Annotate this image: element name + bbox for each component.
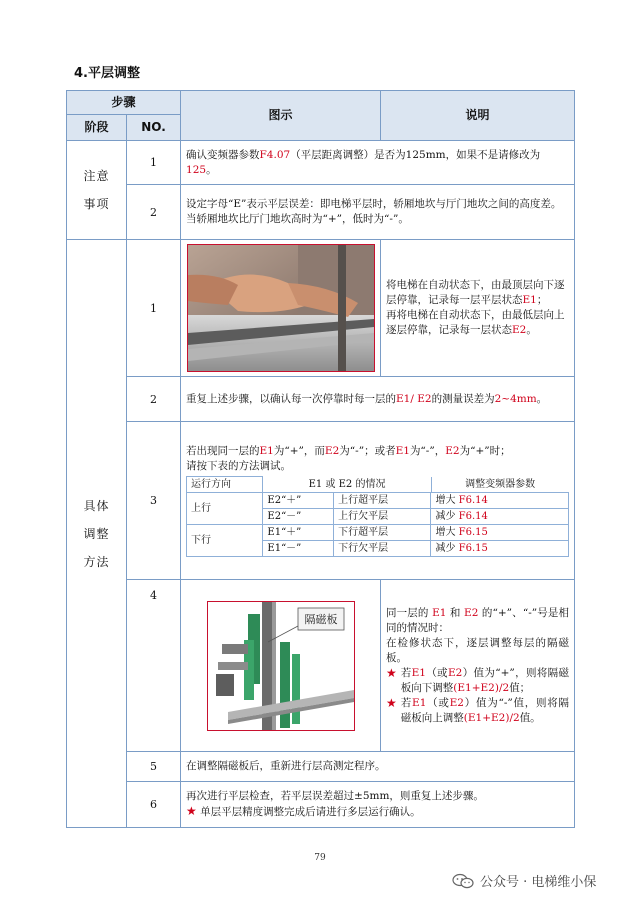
stage-attention-line2: 事项	[83, 197, 110, 211]
step-description: 重复上述步骤，以确认每一次停靠时每一层的E1/ E2的测量误差为2~4mm。	[181, 377, 575, 422]
adjustment-table	[186, 476, 569, 557]
direction-up: 上行	[187, 493, 263, 525]
step-description: 设定字母“E”表示平层误差：即电梯平层时，轿厢地坎与厅门地坎之间的高度差。 当轿厢地坎比厅门地坎高时为“+”，低时为“-”。	[181, 185, 575, 240]
step-description: 若出现同一层的E1为“+”，而E2为“-”；或者E1为“-”，E2为“+”时； 请按下表的方法调试。 运行方向 E1 或 E2 的情况 调整变频器参数 上行 E2“＋” 上行超平层 增大 F6.14 E2“－” 上行欠平层 减少 F6.14 下行 E1“＋” 下行超平层 增大 F6.15 E1“－” 下行欠平层 减少 F6.15	[181, 422, 575, 580]
error-sign: E1“＋”	[263, 525, 333, 540]
col-header-condition: E1 或 E2 的情况	[263, 477, 431, 492]
section-heading: 4.平层调整	[74, 66, 140, 81]
step-description: 确认变频器参数F4.07（平层距离调整）是否为125mm，如果不是请修改为125。	[181, 141, 575, 185]
stage-method-line2: 调整	[83, 526, 110, 541]
stage-attention-line1: 注意	[83, 169, 110, 183]
header-no: NO.	[127, 115, 181, 141]
step-description: 在调整隔磁板后，重新进行层高测定程序。	[181, 752, 575, 782]
step-number: 1	[127, 240, 181, 377]
star-icon: ★	[386, 665, 397, 680]
condition: 下行超平层	[338, 527, 389, 538]
step-number: 2	[127, 185, 181, 240]
step-number: 6	[127, 782, 181, 828]
header-steps: 步骤	[67, 91, 181, 115]
step-number: 3	[127, 422, 181, 580]
stage-method-line1: 具体	[83, 498, 110, 513]
measurement-photo	[187, 244, 375, 372]
figure-label: 隔磁板	[304, 612, 338, 626]
condition: 上行欠平层	[338, 511, 389, 522]
condition: 下行欠平层	[338, 543, 389, 554]
header-explain: 说明	[381, 91, 575, 141]
col-header-parameter: 调整变频器参数	[465, 478, 536, 490]
adjust-param: 减少 F6.14	[431, 509, 569, 525]
magnetic-plate-figure	[207, 601, 355, 731]
stage-method	[67, 240, 127, 828]
step-number: 1	[127, 141, 181, 185]
header-stage: 阶段	[67, 115, 127, 141]
direction-down: 下行	[187, 525, 263, 557]
step-number: 2	[127, 377, 181, 422]
stage-method-line3: 方法	[83, 554, 110, 569]
leveling-table	[66, 90, 575, 828]
wechat-icon	[452, 873, 474, 889]
header-figure: 图示	[181, 91, 381, 141]
adjust-param: 增大 F6.14	[431, 493, 569, 509]
star-icon: ★	[386, 695, 397, 710]
condition: 上行超平层	[338, 495, 389, 506]
stage-attention	[67, 141, 127, 240]
step-description: 再次进行平层检查，若平层误差超过±5mm，则重复上述步骤。 ★ 单层平层精度调整完成后请进行多层运行确认。	[181, 782, 575, 828]
adjust-param: 增大 F6.15	[431, 525, 569, 541]
hand-measuring-photo	[188, 245, 374, 371]
error-sign: E2“－”	[263, 509, 333, 524]
page-number: 79	[314, 853, 326, 863]
step-number: 5	[127, 752, 181, 782]
star-icon: ★	[186, 804, 197, 818]
step-description: 将电梯在自动状态下，由最顶层向下逐层停靠，记录每一层平层状态E1； 再将电梯在自动状态下，由最低层向上逐层停靠，记录每一层状态E2。	[381, 240, 575, 377]
error-sign: E1“－”	[263, 541, 333, 556]
step-description: 同一层的 E1 和 E2 的“+”、“-”号是相同的情况时： 在检修状态下，逐层调整每层的隔磁板。 ★ 若E1（或E2）值为“+”，则将隔磁板向下调整(E1+E2)/2值； ★ 若E1（或E2）值为“-”值，则将隔磁板向上调整(E1+E2)/2值。	[381, 580, 575, 752]
figure-cell	[181, 580, 381, 752]
adjust-param: 减少 F6.15	[431, 541, 569, 557]
magnetic-plate-diagram	[208, 602, 354, 730]
step-number: 4	[127, 580, 181, 752]
watermark-text: 公众号 · 电梯维小保	[480, 875, 597, 890]
error-sign: E2“＋”	[263, 493, 333, 508]
col-header-direction: 运行方向	[187, 477, 263, 493]
watermark	[452, 871, 596, 890]
photo-cell	[181, 240, 381, 377]
